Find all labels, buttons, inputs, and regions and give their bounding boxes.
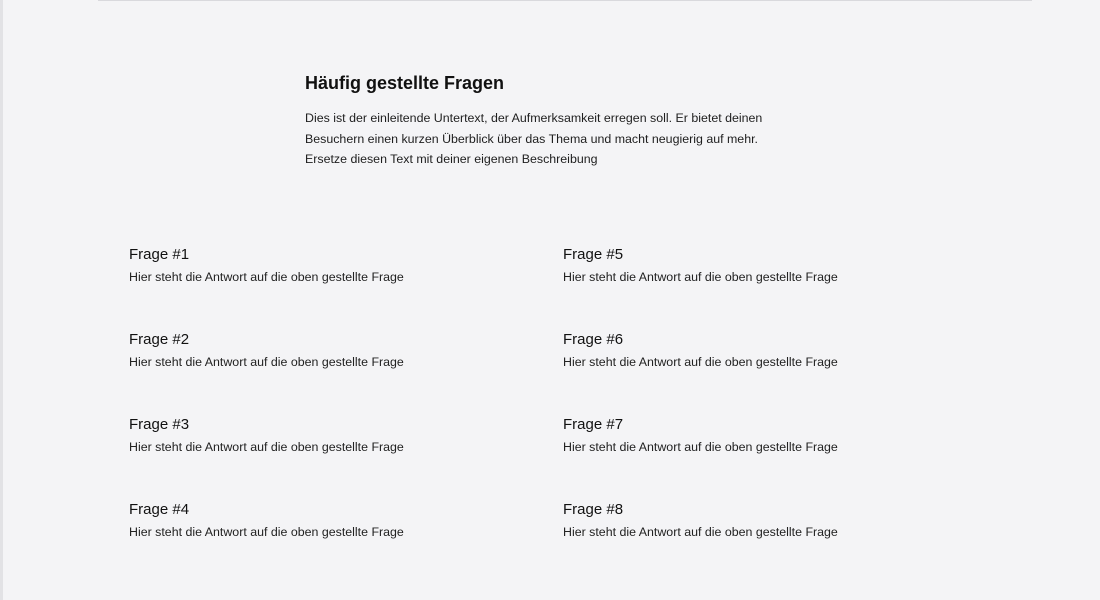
faq-item-6 bbox=[563, 330, 963, 415]
page-title: Häufig gestellte Fragen bbox=[305, 73, 505, 93]
intro-line-2: Besuchern einen kurzen Überblick über das Thema und macht neugierig auf mehr. bbox=[305, 131, 758, 146]
faq-question: Frage #6 bbox=[563, 331, 624, 348]
faq-question: Frage #5 bbox=[563, 246, 624, 263]
faq-item-2 bbox=[129, 330, 529, 415]
faq-item-3 bbox=[129, 415, 529, 500]
faq-question: Frage #8 bbox=[563, 501, 624, 518]
faq-item-8 bbox=[563, 500, 963, 585]
faq-answer: Hier steht die Antwort auf die oben gestellte Frage bbox=[129, 355, 404, 369]
faq-question: Frage #7 bbox=[563, 416, 624, 433]
intro-line-3: Ersetze diesen Text mit deiner eigenen Beschreibung bbox=[305, 152, 598, 166]
faq-intro bbox=[305, 72, 785, 170]
faq-question: Frage #4 bbox=[129, 501, 190, 518]
page-left-edge bbox=[0, 0, 3, 600]
intro-line-1: Dies ist der einleitende Untertext, der Aufmerksamkeit erregen soll. Er bietet deinen bbox=[305, 111, 763, 125]
faq-question: Frage #3 bbox=[129, 416, 190, 433]
faq-answer: Hier steht die Antwort auf die oben gestellte Frage bbox=[129, 525, 404, 539]
faq-answer: Hier steht die Antwort auf die oben gestellte Frage bbox=[563, 270, 838, 284]
faq-column-left bbox=[129, 245, 529, 585]
faq-column-right bbox=[563, 245, 963, 585]
faq-item-5 bbox=[563, 245, 963, 330]
faq-answer: Hier steht die Antwort auf die oben gestellte Frage bbox=[129, 440, 404, 454]
faq-question: Frage #2 bbox=[129, 331, 190, 348]
intro-text bbox=[305, 108, 785, 170]
faq-item-4 bbox=[129, 500, 529, 585]
top-divider bbox=[98, 0, 1032, 1]
faq-answer: Hier steht die Antwort auf die oben gestellte Frage bbox=[129, 270, 404, 284]
faq-answer: Hier steht die Antwort auf die oben gestellte Frage bbox=[563, 525, 838, 539]
faq-question: Frage #1 bbox=[129, 246, 190, 263]
faq-answer: Hier steht die Antwort auf die oben gestellte Frage bbox=[563, 355, 838, 369]
faq-item-7 bbox=[563, 415, 963, 500]
faq-answer: Hier steht die Antwort auf die oben gestellte Frage bbox=[563, 440, 838, 454]
faq-item-1 bbox=[129, 245, 529, 330]
